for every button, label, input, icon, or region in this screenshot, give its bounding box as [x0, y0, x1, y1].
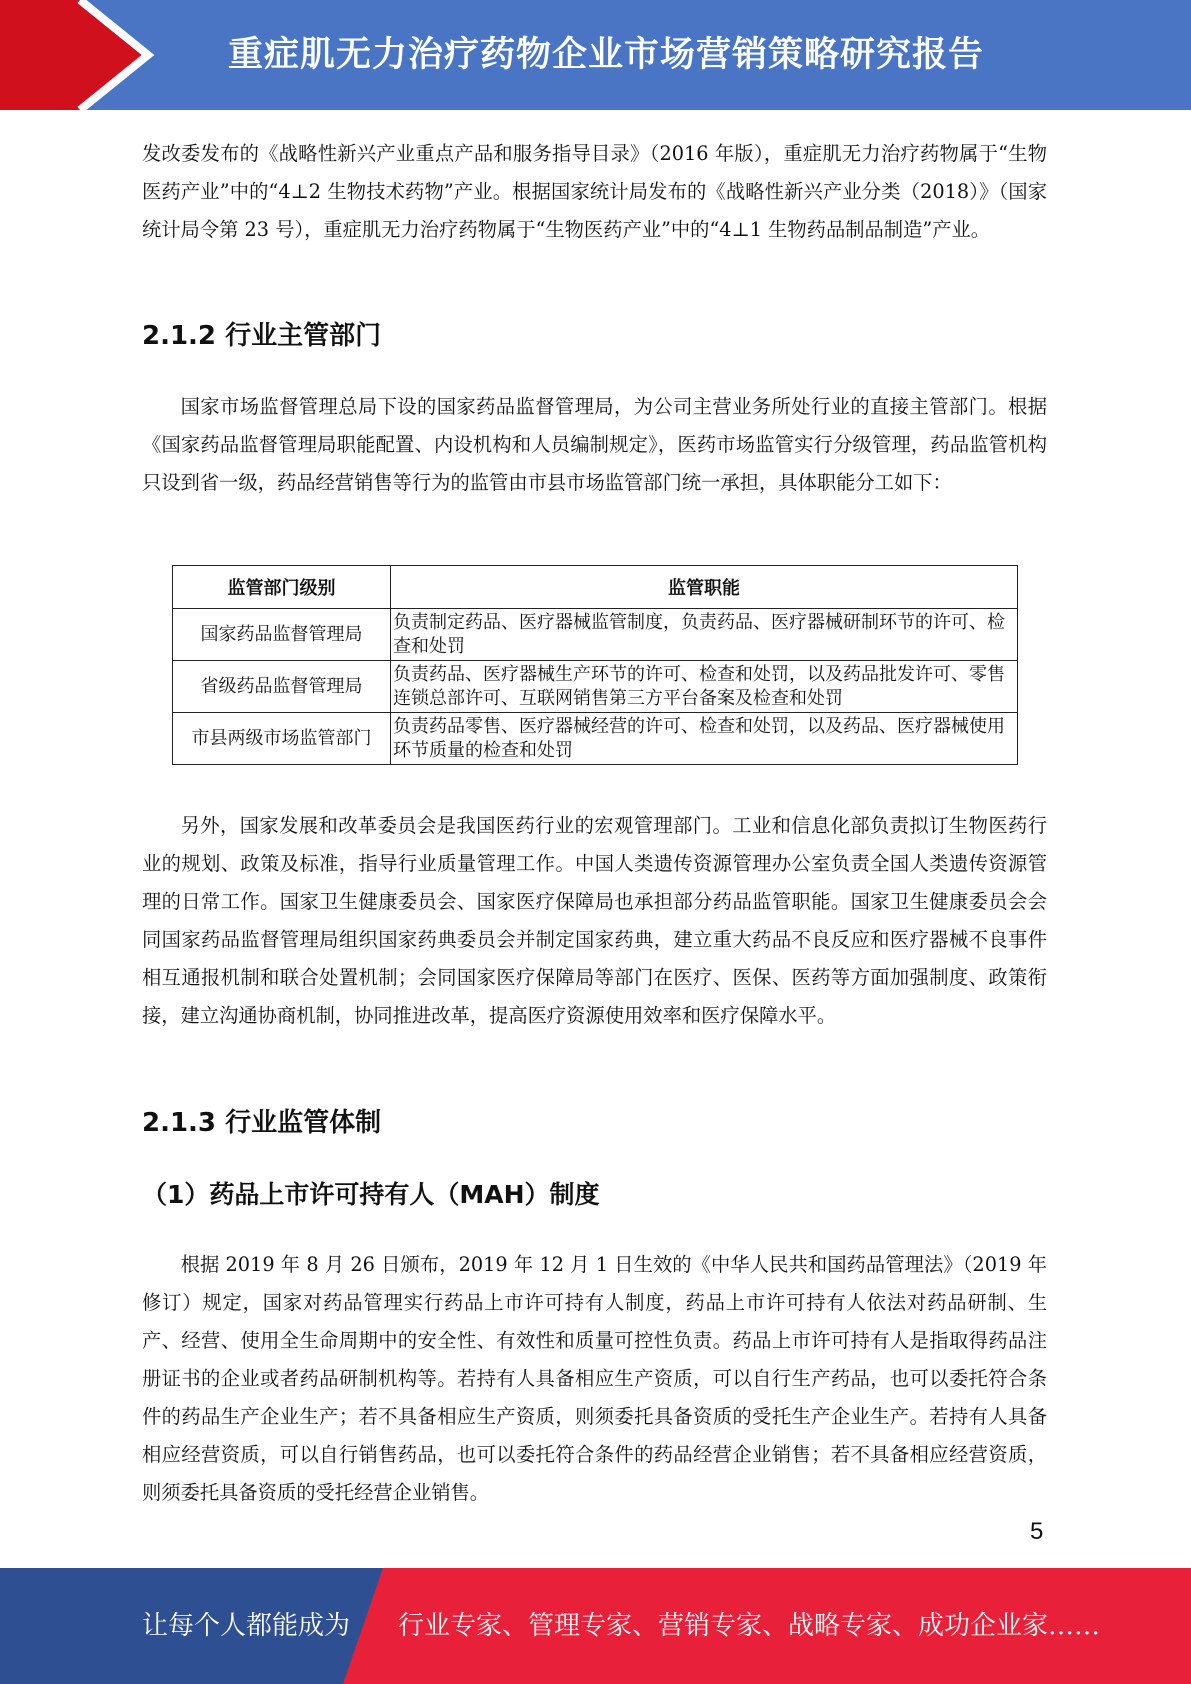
table-row — [173, 713, 1018, 765]
dept-cell: 市县两级市场监管部门 — [173, 713, 391, 765]
column-header-duty: 监管职能 — [391, 566, 1018, 609]
dept-cell: 省级药品监督管理局 — [173, 661, 391, 713]
mah-paragraph: 根据 2019 年 8 月 26 日颁布，2019 年 12 月 1 日生效的《中华人民共和国药品管理法》（2019 年修订）规定，国家对药品管理实行药品上市许可持有人制度，药品上市许可持有人依法对药品研制、生产、经营、使用全生命周期中的安全性、有效性和质量可控性负责。药品上市许可持有人是指取得药品注册证书的企业或者药品研制机构等。若持有人具备相应生产资质，可以自行生产药品，也可以委托符合条件的药品生产企业生产；若不具备相应生产资质，则须委托具备资质的受托生产企业生产。若持有人具备相应经营资质，可以自行销售药品，也可以委托符合条件的药品经营企业销售；若不具备相应经营资质，则须委托具备资质的受托经营企业销售。 — [142, 1253, 1047, 1504]
section-2-1-2-paragraph: 国家市场监督管理总局下设的国家药品监督管理局，为公司主营业务所处行业的直接主管部门。根据《国家药品监督管理局职能配置、内设机构和人员编制规定》，医药市场监管实行分级管理，药品监管机构只设到省一级，药品经营销售等行为的监管由市县市场监管部门统一承担，具体职能分工如下： — [142, 395, 1047, 494]
section-heading-2-1-3: 2.1.3 行业监管体制 — [142, 1108, 382, 1138]
table-row — [173, 609, 1018, 661]
duty-cell: 负责药品零售、医疗器械经营的许可、检查和处罚，以及药品、医疗器械使用环节质量的检查和处罚 — [391, 713, 1018, 765]
other-authorities-paragraph: 另外，国家发展和改革委员会是我国医药行业的宏观管理部门。工业和信息化部负责拟订生物医药行业的规划、政策及标准，指导行业质量管理工作。中国人类遗传资源管理办公室负责全国人类遗传资源管理的日常工作。国家卫生健康委员会、国家医疗保障局也承担部分药品监管职能。国家卫生健康委员会会同国家药品监督管理局组织国家药典委员会并制定国家药典，建立重大药品不良反应和医疗器械不良事件相互通报机制和联合处置机制；会同国家医疗保障局等部门在医疗、医保、医药等方面加强制度、政策衔接，建立沟通协商机制，协同推进改革，提高医疗资源使用效率和医疗保障水平。 — [142, 814, 1047, 1027]
table-header-row — [173, 566, 1018, 609]
subsection-heading-mah: （1）药品上市许可持有人（MAH）制度 — [142, 1180, 600, 1209]
section-heading-2-1-2: 2.1.2 行业主管部门 — [142, 321, 382, 351]
footer-slogan-left: 让每个人都能成为 — [142, 1611, 351, 1641]
dept-cell: 国家药品监督管理局 — [173, 609, 391, 661]
duty-cell: 负责制定药品、医疗器械监管制度，负责药品、医疗器械研制环节的许可、检查和处罚 — [391, 609, 1018, 661]
page-number: 5 — [1030, 1518, 1044, 1545]
duty-cell: 负责药品、医疗器械生产环节的许可、检查和处罚，以及药品批发许可、零售连锁总部许可、互联网销售第三方平台备案及检查和处罚 — [391, 661, 1018, 713]
page-footer — [0, 1568, 1191, 1684]
regulation-table — [172, 565, 1018, 765]
intro-paragraph: 发改委发布的《战略性新兴产业重点产品和服务指导目录》（2016 年版），重症肌无力治疗药物属于“生物医药产业”中的“4⊥2 生物技术药物”产业。根据国家统计局发布的《战略性新兴产业分类（2018）》（国家统计局令第 23 号），重症肌无力治疗药物属于“生物医药产业”中的“4⊥1 生物药品制品制造”产业。 — [142, 142, 1047, 241]
page-header — [0, 0, 1191, 110]
table-row — [173, 661, 1018, 713]
footer-slogan-right: 行业专家、管理专家、营销专家、战略专家、成功企业家…… — [398, 1611, 1101, 1641]
report-title: 重症肌无力治疗药物企业市场营销策略研究报告 — [228, 35, 985, 75]
column-header-dept-level: 监管部门级别 — [173, 566, 391, 609]
